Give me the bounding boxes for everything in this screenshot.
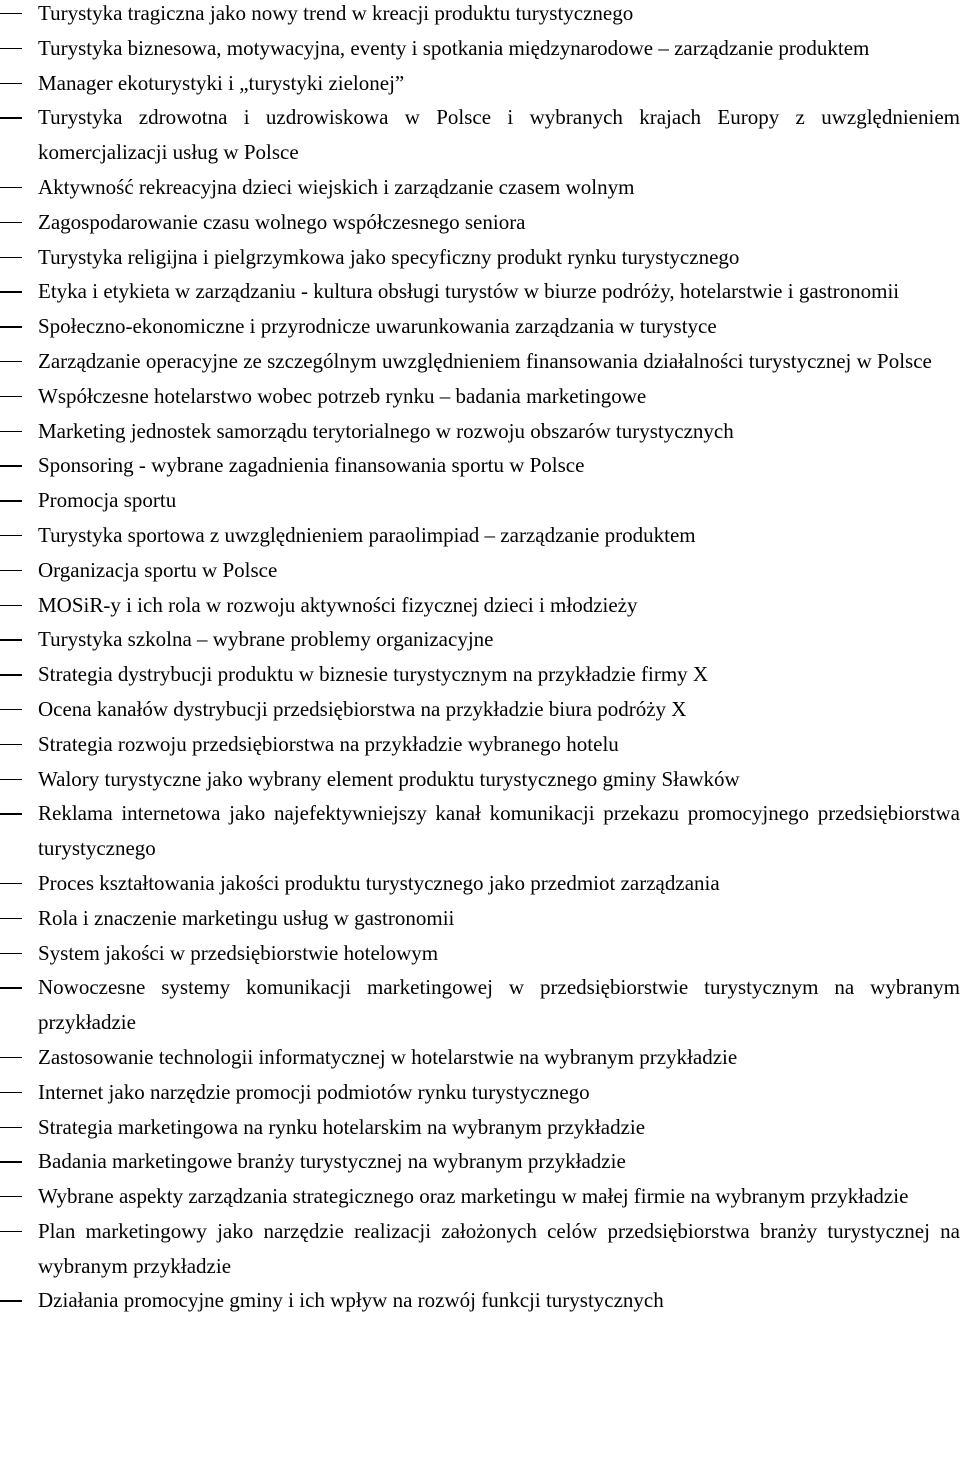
em-dash-bullet-icon: [0, 465, 22, 466]
topic-title: MOSiR-y i ich rola w rozwoju aktywności fizycznej dzieci i młodzieży: [38, 592, 638, 617]
em-dash-bullet-icon: [0, 1127, 22, 1128]
em-dash-bullet-icon: [0, 1057, 22, 1058]
topic-title: Plan marketingowy jako narzędzie realizacji założonych celów przedsiębiorstwa branży turystycznej na wybranym przykładzie: [38, 1218, 960, 1278]
em-dash-bullet-icon: [0, 570, 22, 571]
topic-title: Strategia rozwoju przedsiębiorstwa na przykładzie wybranego hotelu: [38, 731, 619, 756]
em-dash-bullet-icon: [0, 500, 22, 501]
topic-title: Turystyka tragiczna jako nowy trend w kreacji produktu turystycznego: [38, 1, 634, 25]
topic-title: Reklama internetowa jako najefektywniejszy kanał komunikacji przekazu promocyjnego przedsiębiorstwa turystycznego: [38, 801, 960, 861]
em-dash-bullet-icon: [0, 987, 22, 988]
em-dash-bullet-icon: [0, 291, 22, 292]
em-dash-bullet-icon: [0, 13, 22, 14]
topic-list-item: [0, 309, 960, 344]
em-dash-bullet-icon: [0, 326, 22, 327]
em-dash-bullet-icon: [0, 83, 22, 84]
topic-title: Marketing jednostek samorządu terytorialnego w rozwoju obszarów turystycznych: [38, 418, 734, 443]
em-dash-bullet-icon: [0, 1300, 22, 1301]
topic-title: Aktywność rekreacyjna dzieci wiejskich i zarządzanie czasem wolnym: [38, 174, 635, 199]
topic-title: Zastosowanie technologii informatycznej w hotelarstwie na wybranym przykładzie: [38, 1044, 738, 1069]
topic-list-item: [0, 518, 960, 553]
em-dash-bullet-icon: [0, 953, 22, 954]
em-dash-bullet-icon: [0, 1196, 22, 1197]
em-dash-bullet-icon: [0, 535, 22, 536]
topic-list-item: [0, 1214, 960, 1284]
topic-list-item: [0, 970, 960, 1040]
topic-title: Wybrane aspekty zarządzania strategicznego oraz marketingu w małej firmie na wybranym przykładzie: [38, 1184, 909, 1209]
topic-title: Współczesne hotelarstwo wobec potrzeb rynku – badania marketingowe: [38, 383, 647, 408]
topic-list-item: [0, 622, 960, 657]
topic-list-item: [0, 240, 960, 275]
em-dash-bullet-icon: [0, 257, 22, 258]
topic-list-item: [0, 866, 960, 901]
topic-list-item: [0, 344, 960, 379]
topic-list-item: [0, 692, 960, 727]
topic-title: Zarządzanie operacyjne ze szczególnym uwzględnieniem finansowania działalności turystycznej w Polsce: [38, 348, 932, 373]
em-dash-bullet-icon: [0, 431, 22, 432]
topic-title: Turystyka religijna i pielgrzymkowa jako specyficzny produkt rynku turystycznego: [38, 244, 740, 269]
topic-title: Strategia marketingowa na rynku hotelarskim na wybranym przykładzie: [38, 1114, 646, 1139]
topic-list-item: [0, 1144, 960, 1179]
topic-title: System jakości w przedsiębiorstwie hotelowym: [38, 940, 439, 965]
em-dash-bullet-icon: [0, 1092, 22, 1093]
topic-title: Zagospodarowanie czasu wolnego współczesnego seniora: [38, 209, 526, 234]
topic-title: Badania marketingowe branży turystycznej na wybranym przykładzie: [38, 1149, 626, 1174]
topic-title: Turystyka szkolna – wybrane problemy organizacyjne: [38, 627, 494, 652]
topic-title: Nowoczesne systemy komunikacji marketingowej w przedsiębiorstwie turystycznym na wybranym przykładzie: [38, 975, 960, 1035]
topic-list-item: [0, 0, 960, 31]
topic-list-item: [0, 1283, 960, 1318]
em-dash-bullet-icon: [0, 396, 22, 397]
em-dash-bullet-icon: [0, 918, 22, 919]
topic-title: Promocja sportu: [38, 488, 177, 513]
topic-list-item: [0, 1040, 960, 1075]
topic-title: Społeczno-ekonomiczne i przyrodnicze uwarunkowania zarządzania w turystyce: [38, 314, 717, 339]
topic-title: Ocena kanałów dystrybucji przedsiębiorstwa na przykładzie biura podróży X: [38, 696, 687, 721]
topic-list-item: [0, 901, 960, 936]
topic-list-item: [0, 274, 960, 309]
topic-title: Manager ekoturystyki i „turystyki zielonej”: [38, 70, 405, 95]
topic-title: Sponsoring - wybrane zagadnienia finansowania sportu w Polsce: [38, 453, 585, 478]
topic-list-item: [0, 379, 960, 414]
topic-list-item: [0, 657, 960, 692]
em-dash-bullet-icon: [0, 48, 22, 49]
topic-title: Działania promocyjne gminy i ich wpływ na rozwój funkcji turystycznych: [38, 1288, 664, 1313]
topic-title: Organizacja sportu w Polsce: [38, 557, 278, 582]
topic-list-item: [0, 936, 960, 971]
em-dash-bullet-icon: [0, 709, 22, 710]
topic-list-item: [0, 205, 960, 240]
topic-title: Etyka i etykieta w zarządzaniu - kultura obsługi turystów w biurze podróży, hotelarstwie i gastronomii: [38, 279, 900, 304]
topic-list-item: [0, 66, 960, 101]
em-dash-bullet-icon: [0, 779, 22, 780]
em-dash-bullet-icon: [0, 222, 22, 223]
topic-list-item: [0, 483, 960, 518]
topic-list-item: [0, 1179, 960, 1214]
topic-list-item: [0, 727, 960, 762]
em-dash-bullet-icon: [0, 883, 22, 884]
em-dash-bullet-icon: [0, 187, 22, 188]
topic-title: Strategia dystrybucji produktu w biznesie turystycznym na przykładzie firmy X: [38, 662, 709, 687]
topic-title: Turystyka biznesowa, motywacyjna, eventy i spotkania międzynarodowe – zarządzanie produktem: [38, 35, 870, 60]
topic-title: Rola i znaczenie marketingu usług w gastronomii: [38, 905, 455, 930]
topic-list-item: [0, 553, 960, 588]
em-dash-bullet-icon: [0, 1231, 22, 1232]
topic-title: Walory turystyczne jako wybrany element produktu turystycznego gminy Sławków: [38, 766, 740, 791]
em-dash-bullet-icon: [0, 744, 22, 745]
em-dash-bullet-icon: [0, 674, 22, 675]
topic-list-item: [0, 100, 960, 170]
topic-list-item: [0, 31, 960, 66]
topic-title: Turystyka sportowa z uwzględnieniem paraolimpiad – zarządzanie produktem: [38, 522, 696, 547]
em-dash-bullet-icon: [0, 605, 22, 606]
em-dash-bullet-icon: [0, 361, 22, 362]
em-dash-bullet-icon: [0, 117, 22, 118]
topic-list-item: [0, 762, 960, 797]
topic-title: Proces kształtowania jakości produktu turystycznego jako przedmiot zarządzania: [38, 870, 720, 895]
topic-title: Turystyka zdrowotna i uzdrowiskowa w Polsce i wybranych krajach Europy z uwzględnieniem komercjalizacji usług w Polsce: [38, 105, 960, 165]
topic-list-item: [0, 448, 960, 483]
topic-list-item: [0, 1075, 960, 1110]
em-dash-bullet-icon: [0, 639, 22, 640]
em-dash-bullet-icon: [0, 1161, 22, 1162]
topic-list-item: [0, 414, 960, 449]
topic-list-item: [0, 588, 960, 623]
topic-list-item: [0, 1110, 960, 1145]
topic-list-item: [0, 796, 960, 866]
topic-title: Internet jako narzędzie promocji podmiotów rynku turystycznego: [38, 1079, 590, 1104]
topic-list-item: [0, 170, 960, 205]
em-dash-bullet-icon: [0, 813, 22, 814]
